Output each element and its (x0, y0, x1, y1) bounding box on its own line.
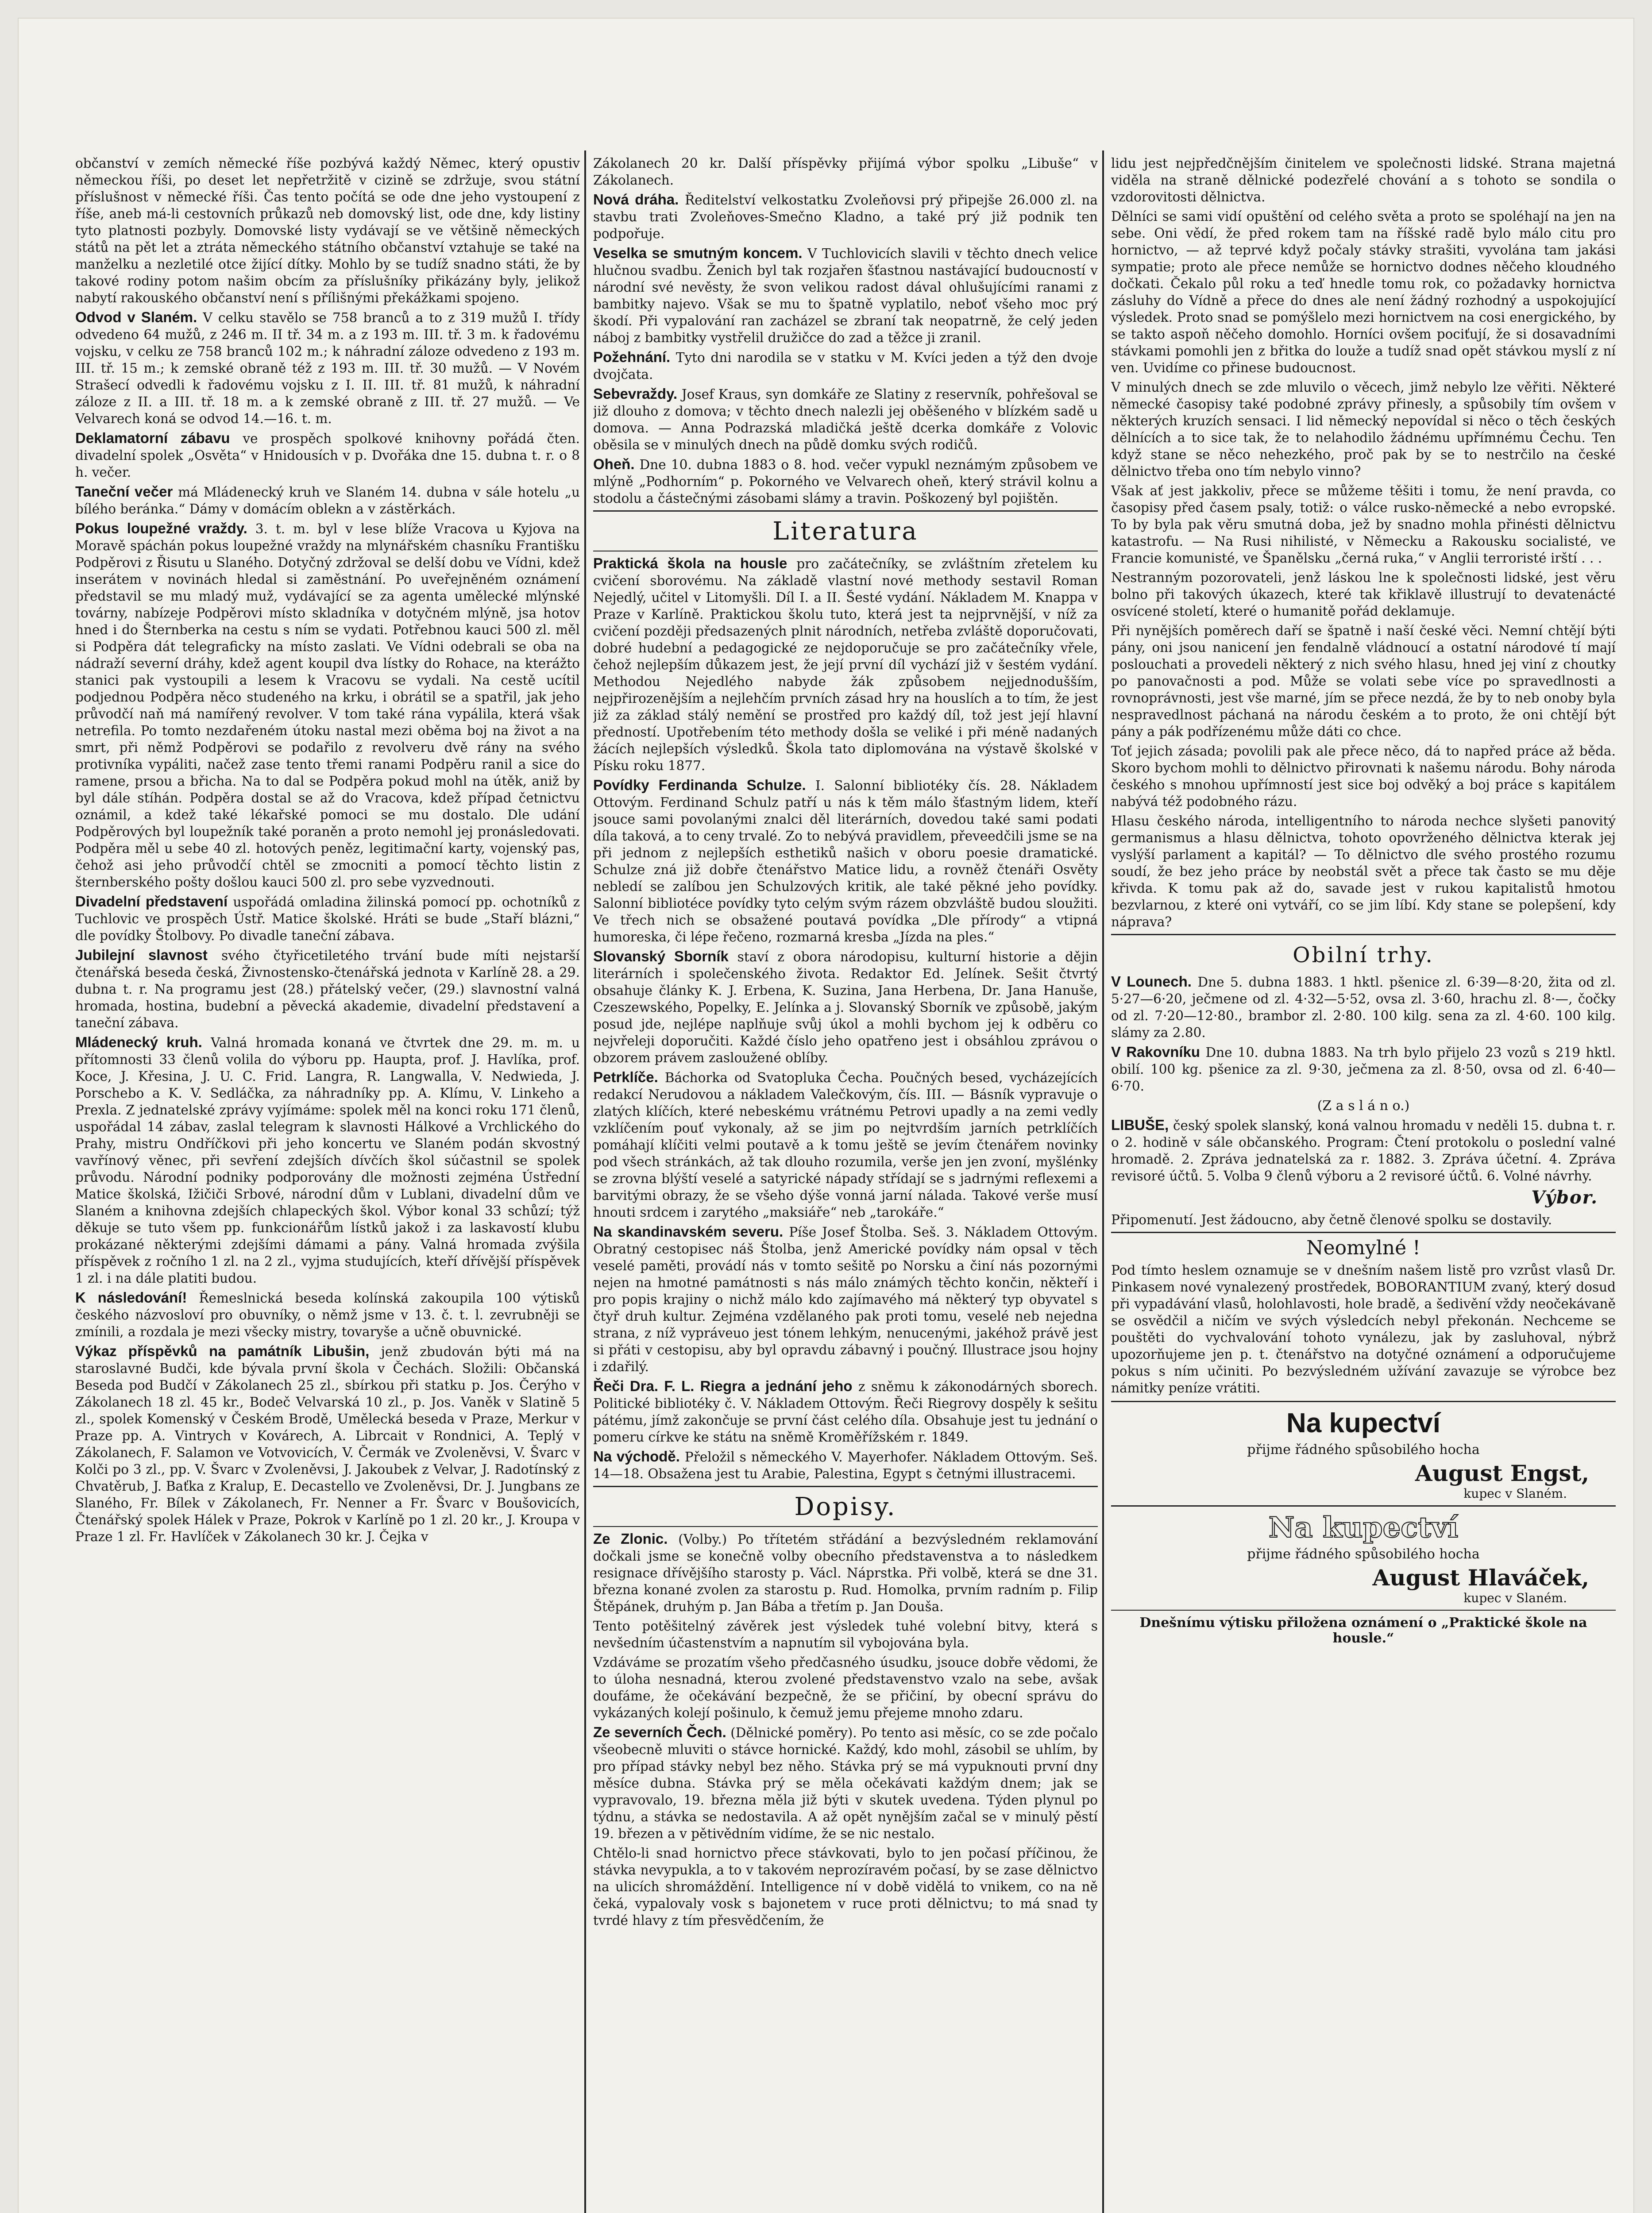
article-paragraph (75, 1289, 580, 1340)
article-text: Toť jejich zásada; povolili pak ale přece něco, dá to napřed práce až běda. Skoro bychom mohli to dělnictvo přirovnati k našemu národu. Bohy národa českého s mnohou upřímností jest sice boj odvěký a boj práce s kapitálem nabývá též podobného rázu. (1111, 744, 1616, 809)
signature: Výbor. (1531, 1187, 1598, 1208)
article-paragraph (75, 1034, 580, 1287)
article-paragraph (1111, 379, 1616, 480)
column-2 (593, 155, 1098, 2213)
article-headline: Ze Zlonic. (593, 1531, 668, 1547)
column-divider (1102, 150, 1104, 2213)
article-headline: Pokus loupežné vraždy. (75, 520, 247, 536)
article-text: má Mládenecký kruh ve Slaném 14. dubna v sále hotelu „u bílého beránka.“ Dámy v domácím oblekn a v zástěrkách. (75, 485, 580, 517)
article-text: Ředitelství velkostatku Zvoleňovsi prý připejše 26.000 zl. na stavbu trati Zvoleňoves-Smečno Kladno, a také prý již podnik ten podpořuje. (593, 193, 1098, 241)
article-paragraph (75, 483, 580, 517)
article-text: Valná hromada konaná ve čtvrtek dne 29. m. m. u přítomnosti 33 členů volila do výboru pp. Haupta, prof. J. Havlíka, prof. Koce, J. Křesina, J. U. C. Frid. Langra, R. Langwalla, V. Nedwieda, J. Porschebo a K. V. Sedláčka, za náhradníky pp. A. Klímu, V. Linkeho a Prexla. Z jednatelské zprávy vyjímáme: spolek měl na konci roku 171 členů, uspořádal 14 zábav, zaslal telegram k slavnosti Hálkové a Vrchlického do Prahy, mistru Ondříčkovi při jeho koncertu ve Slaném podán skvostný vavřínový věnec, při sevření zdejších dívčích škol súčastnil se spolek průvodu. Národní podniky podporovány dle možnosti zejména Ústřední Matice školská, Ižičiči Srbové, národní dům v Lublani, divadelní dům ve Slaném a knihovna zdejších chlapeckých škol. Výbor konal 33 schůzí; týž děkuje se tuto všem pp. funkcionářům lístků jakož i za laskavostí klubu prokázané některými zdejšími dámami a pány. Valná hromada zvýšila příspěvek z ročního 1 zl. na 2 zl., vyjma studujících, kteří dřívější příspěvek 1 zl. i na dále platiti budou. (75, 1035, 580, 1286)
article-paragraph (593, 245, 1098, 346)
article-text: Vzdáváme se prozatím všeho předčasného úsudku, jsouce dobře vědomi, že to úloha nesnadná, kterou zvolené představenstvo vzalo na sebe, avšak doufáme, že očekávání bezpečně, že se přičiní, by obecní správu do vykázaných kolejí pošinulo, k čemuž jemu přejeme mnoho zdaru. (593, 1655, 1098, 1720)
article-headline: V Rakovníku (1111, 1044, 1200, 1060)
article-text: (Dělnické poměry). Po tento asi měsíc, co se zde počalo všeobecně mluviti o stávce hornické. Každý, kdo mohl, zásobil se uhlím, by pro případ stávky nebyl bez něho. Stávka prý se má vypuknouti první dny měsíce dubna. Stávka prý se měla očekávati každým dnem; jak se vypravovalo, 19. března měla již býti v skutek uvedena. Týden plynul po týdnu, a stávka se nedostavila. A až opět nynějším začal se v minulý pěstí 19. březen a v pětivědním vidíme, že se nic nestalo. (593, 1725, 1098, 1841)
article-paragraph (1111, 1211, 1616, 1228)
article-text: Báchorka od Svatopluka Čecha. Poučných besed, vycházejících redakcí Nerudovou a nákladem Valečkovým, čís. III. — Básník vypravuje o zlatých klíčích, které nebeskému vrátnému Petrovi upadly a na zemi vedly vzklíčením pouť vykonaly, až se jim po nejtvrdším jarních petrklíčích pomáhají klíčiti velmi poutavě a k tomu ještě se jevím čtenářem novinky pod všech stránkách, až tak dlouho rozumila, verše jen jen zvoní, myšlénky se zrovna blýští veselé a satyrické nápady střídají se s jadrnými reflexemi a barvitými obrazy, že se všeho dýše vonná jarní nálada. Takové verše musí hnouti srdcem i zarytého „maksiáře“ neb „tarokáře.“ (593, 1070, 1098, 1220)
newspaper-page (18, 18, 1634, 2213)
article-paragraph (1111, 482, 1616, 567)
article-headline: K následování! (75, 1289, 187, 1306)
article-text: Tento potěšitelný závěrek jest výsledek tuhé volební bitvy, která s nevšedním účastenstvím a napnutím sil vybojována byla. (593, 1619, 1098, 1650)
article-headline: Oheň. (593, 456, 635, 472)
article-headline: Sebevraždy. (593, 386, 678, 402)
article-text: 3. t. m. byl v lese blíže Vracova u Kyjova na Moravě spáchán pokus loupežné vraždy na mlynářském chasníku Františku Podpěrovi z Řisutu u Slaného. Dotyčný zdržoval se delší dobu ve Vídni, kdež inserátem v novinách hledal si zaměstnání. Po uveřejněném oznámení představil se mu mladý muž, vydávající se za agenta umělecké mlýnské továrny, nabízeje Podpěrovi místo skladníka v dotyčném mlýně, jsa hotov hned i do Šternberka na cestu s ním se vydati. Potřebnou kauci 500 zl. měl si Podpěra dát telegraficky na místo zaslati. Ve Vídni odebrali se oba na nádraží severní dráhy, kdež agent koupil dva lístky do Rohace, na kterážto stanici pak vystoupili a lesem k Vracovu se vydali. Na cestě ucítil podjednou Podpěra něco studeného na krku, i obrátil se a spatřil, jak jeho průvodčí naň má namířený revolver. V tom také rána vypálila, která však netrefila. Po tomto nezdařeném útoku nastal mezi oběma boj na život a na smrt, při němž Podpěrovi se podařilo z revolveru dvě rány na svého protivníka vypáliti, načež zase tento třemi ranami Podpěru ranil a sice do ramene, prsou a břicha. Na to dal se Podpěra pokud mohl na útěk, aniž by byl dále stíhán. Podpěra dostal se až do Vracova, kdež případ četnictvu oznámil, a kdež také lékařské pomoci se mu dostalo. Dle udání Podpěrových byl loupežník také poraněn a proto nemohl jej pronásledovati. Podpěra měl u sebe 40 zl. hotových peněz, legitimační karty, vojenský pas, čehož asi jeho průvodčí chtěl se zmocniti a pomocí těchto listin z šternberského pošty došlou kauci 500 zl. pro sebe vyzvednouti. (75, 521, 580, 890)
article-text: Přeložil s německého V. Mayerhofer. Nákladem Ottovým. Seš. 14—18. Obsažena jest tu Arabie, Palestina, Egypt s četnými illustracemi. (593, 1450, 1098, 1481)
article-text: Josef Kraus, syn domkáře ze Slatiny z reservník, pohřešoval se již dlouho z domova; v těchto dnech nalezli jej oběšeného v blízkém sadě u domova. — Anna Podrazská mladičká ještě dcerka domkáře z Volovic oběsila se v minulých dnech na půdě domku svých rodičů. (593, 387, 1098, 452)
article-text: svého čtyřicetiletého trvání bude míti nejstarší čtenářská beseda česká, Živnostensko-čtenářská jednota v Karlíně 28. a 29. dubna t. r. Na programu jest (28.) přátelský večer, (29.) slavnostní valná hromada, hostina, budební a pěvecká akademie, divadelní představení a taneční zábava. (75, 948, 580, 1030)
article-headline: Nová dráha. (593, 191, 679, 208)
article-text: Nestranným pozorovateli, jenž láskou lne k společnosti lidské, jest věru bolno při takových úkazech, které tak křiklavě illustrují to devatenácté osvícené století, které o humanitě pořád deklamuje. (1111, 570, 1616, 619)
article-paragraph (593, 456, 1098, 507)
article-headline: Divadelní představení (75, 893, 228, 910)
section-title: Obilní trhy. (1293, 943, 1434, 968)
section-subtitle: (Z a s l á n o.) (1317, 1098, 1410, 1114)
article-headline: Slovanský Sborník (593, 948, 729, 964)
ad-merchant-name: August Hlaváček, (1372, 1565, 1589, 1591)
article-text: Však ať jest jakkoliv, přece se můžeme těšiti i tomu, že není pravda, co časopisy před časem psaly, totiž: o válce rusko-německé a nebo evropské. To by byla pak věru smutná doba, jež by snadno mohla přinésti dělnictvu katastrofu. — Na Rusi nihilisté, v Německu a Rakousku socialisté, ve Francie komunisté, ve Španělsku „černá ruka,“ v Anglii terroristé irští . . . (1111, 483, 1616, 566)
article-paragraph (75, 430, 580, 481)
article-text: I. Salonní bibliotéky čís. 28. Nákladem Ottovým. Ferdinand Schulz patří u nás k těm málo šťastným lidem, kteří jsouce sami povolanými znalci děl literárních, dovedou také sami podati díla taková, a to ceny trvalé. Zo to nebývá pravidlem, převeedčili jsme se na při jednom z nejlepších esthetiků našich v oboru poesie dramatické. Schulze zná již dobře čtenářstvo Matice lidu, a rovněž čtenáři Osvěty nebledí se zalíbou jen Schulzových kritik, ale také pěkné jeho povídky. Salonní bibliotéce povídky tyto celým svým rázem obzvláště budou sloužiti. Ve třech nich se obsažené poutavá povídka „Dle přírody“ a vtipná humoreska, či lépe řečeno, rozmarná kresba „Jízda na ples.“ (593, 778, 1098, 945)
article-headline: Mládenecký kruh. (75, 1034, 202, 1050)
article-paragraph (593, 948, 1098, 1066)
ad-text: přijme řádného spůsobilého hocha (1247, 1442, 1480, 1457)
article-paragraph (1111, 1044, 1616, 1095)
article-paragraph (593, 155, 1098, 189)
article-paragraph (75, 947, 580, 1031)
article-paragraph (593, 1531, 1098, 1615)
article-paragraph (1111, 208, 1616, 376)
article-text: (Volby.) Po třítetém střádání a bezvýsledném reklamování dočkali jsme se konečně volby obecního představenstva a to následkem resignace dřívějšího starosty p. Václ. Náprstka. Při volbě, která se dne 31. března konané zvolen za starostu p. Rud. Homolka, prvním radním p. Filip Štěpánek, druhým p. Jan Bába a třetím p. Jan Douša. (593, 1532, 1098, 1614)
article-text: Tyto dni narodila se v statku v M. Kvíci jeden a týž den dvoje dvojčata. (593, 350, 1098, 382)
article-text: občanství v zemích německé říše pozbývá každý Němec, který opustiv německou říši, po deset let nepřetržitě v cizině se zdržuje, svou státní příslušnost v německé říši. Čas tento počítá se ode dne jeho vystoupení z říše, aneb má-li cestovních průkazů neb domovský list, ode dne, kdy listiny tyto platnosti pozbyly. Domovské listy vydávají se ve většině německých států na pět let a ztráta německého státního občanství vztahuje se také na manželku a nezletilé otce žijící dítky. Mohlo by se tudíž snadno státi, že by takové rodiny potom našim obcím za příslušníky přikázány byly, jelikož nabytí rakouského občanství není s přílišnými překážkami spojeno. (75, 156, 580, 305)
article-text: Dne 10. dubna 1883 o 8. hod. večer vypukl neznámým způsobem ve mlýně „Podhorním“ p. Pokorného ve Velvarech oheň, který strávil kolnu a stodolu a částečnými zásobami slámy a travin. Poškozený byl pojištěn. (593, 457, 1098, 506)
article-paragraph (1111, 569, 1616, 620)
article-headline: Jubilejní slavnost (75, 947, 208, 963)
article-text: Hlasu českého národa, intelligentního to národa nechce slyšeti panovitý germanismus a hlasu dělnictva, tohoto opovrženého dělnictva kterak jej vyslýší parlament a kapitál? — To dělnictvo dle svého prostého rozumu soudí, že bez jeho práce by neobstál svět a přece tak často se mu děje křivda. K tomu pak až do, savade jest v rukou kapitalistů hmotou bezvlarnou, z které oni vytváří, co se jim líbí. Kdy stane se polepšení, kdy náprava? (1111, 813, 1616, 929)
article-paragraph (1111, 1262, 1616, 1396)
article-text: Dne 10. dubna 1883. Na trh bylo přijelo 23 vozů s 219 hktl. obilí. 100 kg. pšenice za zl. 9·30, ječmena za zl. 8·50, ovsa od zl. 6·40—6·70. (1111, 1045, 1616, 1094)
article-paragraph (1111, 813, 1616, 930)
article-text: Zákolanech 20 kr. Další příspěvky přijímá výbor spolku „Libuše“ v Zákolanech. (593, 156, 1098, 188)
supplement-notice: Dnešnímu výtisku přiložena oznámení o „Praktické škole na housle.“ (1139, 1615, 1587, 1646)
article-paragraph (1111, 1117, 1616, 1184)
article-paragraph (593, 1654, 1098, 1721)
divider (593, 510, 1098, 512)
ad-title: Na kupectví (1286, 1408, 1441, 1438)
divider (1111, 934, 1616, 935)
article-text: Dělníci se sami vidí opuštění od celého světa a proto se spoléhají na jen na sebe. Oni vědí, že před rokem tam na říšské radě bylo málo citu pro hornictvo, — až teprvé když počaly stávky strašiti, vyvolána tam jakási sympatie; proto ale přece nemůže se hornictvo dodnes něčeho kloudného dočkati. Čekalo půl roku a teď hnedle tomu rok, co požadavky hornictva zásluhy do Vídně a přece do dnes ale není žádný rozhodný a uspokojující výsledek. Proto snad se pomýšlelo mezi hornictvem na cosi energického, by se takto aspoň něčeho domohlo. Horníci ovšem pociťují, že si dosavadními stávkami pomohli jen z břitka do louže a tudíž snad opět stávkou myslí z ní ven. Uvidíme co přinese budoucnost. (1111, 209, 1616, 375)
divider (593, 1526, 1098, 1527)
article-text: lidu jest nejpředčnějším činitelem ve společnosti lidské. Strana majetná viděla na straně dělnické podezřelé chování a s tohoto se sondila o vzdorovitosti dělnictva. (1111, 156, 1616, 204)
article-paragraph (593, 349, 1098, 383)
article-headline: Řeči Dra. F. L. Riegra a jednání jeho (593, 1378, 853, 1394)
article-headline: Deklamatorní zábavu (75, 430, 230, 446)
article-text: Připomenutí. Jest žádoucno, aby četně členové spolku se dostavily. (1111, 1212, 1552, 1227)
article-paragraph (1111, 973, 1616, 1041)
article-headline: Taneční večer (75, 483, 173, 500)
article-paragraph (75, 155, 580, 306)
divider (1111, 1232, 1616, 1233)
article-text: Při nynějších poměrech daří se špatně i naší české věci. Nemní chtějí býti pány, oni jsou nanicení jen fendalně vládnoucí a ostatní národové tí mají poslouchati a provedeli některý z nich svého hlasu, hned jej viní z choutky po panovačnosti a pod. Může se volati sebe více po spravedlnosti a rovnoprávnosti, jest vše marné, jím se přece nezdá, že by to neb onoby byla nespravedlnost páchaná na národu českém a to proto, že oni chtějí být pány a pák podřízenému může dáti co chce. (1111, 623, 1616, 739)
article-text: V celku stavělo se 758 branců a to z 319 mužů I. třídy odvedeno 64 mužů, z 246 m. II tř. 34 m. a z 193 m. III. tř. 3 m. k řadovému vojsku, v celku ze 758 branců 102 m.; k náhradní záloze odvedeno z 193 m. III. tř. 15 m.; k zemské obraně též z 193 m. III. tř. 30 mužů. — V Novém Strašecí odvedli k řadovému vojsku z I. II. III. tř. 81 mužů, k náhradní záloze z II. a III. tř. 18 m. a k zemské obraně z III. tř. 27 mužů. — Ve Velvarech koná se odvod 14.—16. t. m. (75, 310, 580, 426)
article-text: jenž zbudován býti má na staroslavné Budči, kde bývala první škola v Čechách. Složili: Občanská Beseda pod Budčí v Zákolanech 25 zl., sbírkou při statku p. Jos. Čerýho v Zákolanech 18 zl. 45 kr., Bodeč Velvarská 10 zl., p. Jos. Vaněk v Slatině 5 zl., spolek Komenský v Českém Brodě, Umělecká beseda v Praze, Merkur v Praze pp. A. Vintrych v Kovárech, A. Librcait v Rondnici, A. Teplý v Zákolanech, F. Salamon ve Votvovicích, V. Čermák ve Zvoleněvsi, V. Švarc v Kolči po 3 zl., pp. V. Švarc v Zvoleněvsi, J. Jakoubek z Velvar, J. Radotínský z Chvatěrub, J. Baťka z Kralup, E. Decastello ve Zvoleněvsi, Dr. J. Jungbans ze Slaného, Fr. Bílek v Zákolanech, Fr. Nenner a Fr. Švarc v Boušovicích, Čtenářský spolek Hálek v Praze, Pokrok v Karlíně po 1 zl. 20 kr., J. Kroupa v Praze 1 zl. Fr. Havlíček v Zákolanech 30 kr. J. Čejka v (75, 1344, 580, 1544)
article-text: Chtělo-li snad hornictvo přece stávkovati, bylo to jen počasí příčinou, že stávka nevypukla, a to v takovém neprozíravém počasí, by se zase dělnictvo na ulicích shromáždění. Intelligence ní v době vidělá to vnikem, co na ně čeká, vypalovaly vosk s bajonetem v ruce proti dělnictvu; to má snad ty tvrdé hlavy z tím přesvědčením, že (593, 1846, 1098, 1928)
article-headline: Výkaz příspěvků na památník Libušin, (75, 1343, 370, 1359)
article-paragraph (593, 1618, 1098, 1651)
ad-merchant-place: kupec v Slaném. (1463, 1486, 1567, 1501)
ad-title: Na kupectví (1268, 1511, 1459, 1544)
article-headline: Praktická škola na housle (593, 555, 787, 571)
ad-merchant-name: August Engst, (1415, 1460, 1589, 1486)
article-paragraph (1111, 743, 1616, 810)
article-text: ve prospěch spolkové knihovny pořádá čten. divadelní spolek „Osvěta“ v Hnidousích v p. Dvořáka dne 15. dubna t. r. o 8 h. večer. (75, 431, 580, 480)
article-paragraph (75, 893, 580, 944)
article-paragraph (593, 1069, 1098, 1221)
article-paragraph (593, 1378, 1098, 1446)
article-text: Dne 5. dubna 1883. 1 hktl. pšenice zl. 6·39—8·20, žita od zl. 5·27—6·20, ječmene od zl. 4·32—5·52, ovsa zl. 3·60, hrachu zl. 8·—, čočky od zl. 7·20—12·80., brambor zl. 2·80. 100 kilg. sena za zl. 4·60. 100 kilg. slámy za 2.80. (1111, 975, 1616, 1040)
article-paragraph (593, 777, 1098, 945)
article-headline: Veselka se smutným koncem. (593, 245, 803, 261)
column-3 (1111, 155, 1616, 2213)
article-text: Píše Josef Štolba. Seš. 3. Nákladem Ottovým. Obratný cestopisec náš Štolba, jenž Americké povídky nám opsal v těch veselé paměti, provádí nás v tomto sešitě po Norsku a činí nás pozornými nejen na hmotné památnosti s nás málo známých těchto končin, někteří i pro popis krajiny o nichž málo kdo zajímavého má některý typ obyvatel s čtyř druh kultur. Zejména vzdělaného pak proti tomu, veselé neb nejedna strana, z níž vypráveuo jest tónem lehkým, nenucenými, jakéhož právě jest si přáti v cestopisu, aby byl opravdu zábavný i poučný. Illustrace jsou hojny i zdařilý. (593, 1225, 1098, 1374)
article-headline: Petrklíče. (593, 1069, 658, 1085)
article-text: Řemeslnická beseda kolínská zakoupila 100 výtisků českého názvosloví pro obuvníky, o němž jsme v 13. č. t. l. zevrubněji se zmínili, a rozdala je mezi všecky mistry, tovaryše a učně obuvnické. (75, 1291, 580, 1339)
article-text: V Tuchlovicích slavili v těchto dnech velice hlučnou svadbu. Ženich byl tak rozjařen šťastnou nastávající budoucností v národní své nevěsty, že svon velikou radost dával ohlušujícími ranami z bambitky najevo. Však se mu to špatně vyplatilo, neboť všeho moc prý škodí. Při vypalování ran zacházel se zbraní tak neopatrně, že celý jeden náboj z bambitky vystřelil družičce do zad a těžce ji zranil. (593, 246, 1098, 345)
article-text: uspořádá omladina žilinská pomocí pp. ochotníků z Tuchlovic ve prospěch Ústř. Matice školské. Hráti se bude „Staří blázni,“ dle povídky Štolbovy. Po divadle taneční zábava. (75, 894, 580, 943)
article-paragraph (1111, 622, 1616, 740)
article-headline: V Lounech. (1111, 973, 1192, 990)
article-headline: Ze severních Čech. (593, 1724, 726, 1740)
article-text: z sněmu k zákonodárných sborech. Politické bibliotéky č. V. Nákladem Ottovým. Řeči Riegrovy dospěly k sešitu pátému, jímž zakončuje se první část celého díla. Obsahuje jest tu jednání o pomeru církve ke státu na sněmě Kroměřížském r. 1849. (593, 1379, 1098, 1445)
article-text: V minulých dnech se zde mluvilo o věcech, jimž nebylo lze věřiti. Některé německé časopisy také podobné zprávy přinesly, a spůsobily tím ovšem v některých kruzích sensaci. I lid německý nepovídal si něco o těch českých dělnících a to sice tak, že to nelahodilo žádnému upřímnému Čechu. Ten když stane se něco nehezkého, proč pak by se to nestrčilo na české dělnictvo třeba ono tím nebylo vinno? (1111, 380, 1616, 479)
section-title: Dopisy. (794, 1492, 897, 1521)
article-text: český spolek slanský, koná valnou hromadu v neděli 15. dubna t. r. o 2. hodině v sále občanského. Program: Čtení protokolu o poslední valné hromadě. 2. Zpráva jednatelská za r. 1882. 3. Zpráva účetní. 4. Zpráva revisoré účtů. 5. Volba 9 členů výboru a 2 revisoré účtů. 6. Volné návrhy. (1111, 1118, 1616, 1184)
article-paragraph (593, 1223, 1098, 1375)
divider (593, 1486, 1098, 1487)
article-paragraph (1111, 155, 1616, 205)
article-headline: Odvod v Slaném. (75, 309, 197, 325)
ad-merchant-place: kupec v Slaném. (1463, 1591, 1567, 1605)
ad-text: přijme řádného spůsobilého hocha (1247, 1546, 1480, 1562)
article-headline: Na skandinavském severu. (593, 1223, 784, 1240)
article-text: Pod tímto heslem oznamuje se v dnešním našem listě pro vzrůst vlasů Dr. Pinkasem nové vynalezený prostředek, BOBORANTIUM zvaný, který dosud při vypadávání vlasů, holohlavosti, hole bradě, a šedivění vždy neočekávaně se osvědčil a ničím ve svých výsledcích nebyl překonán. Nechceme se pouštěti do vychvalování tohoto vynálezu, jak by zasluhoval, nýbrž upozorňujeme jen p. t. čtenářstvo na dotyčné oznámení a odporučujeme pokus s ním učiniti. Po bezvýsledném užívání zavazuje se výrobce bez námitky peníze vrátiti. (1111, 1263, 1616, 1396)
advertisement-engst (1111, 1401, 1616, 1501)
section-title: Literatura (772, 517, 919, 546)
article-paragraph (593, 1724, 1098, 1842)
article-paragraph (75, 1343, 580, 1545)
notice-title: Neomylné ! (1306, 1237, 1420, 1259)
article-paragraph (593, 386, 1098, 453)
article-headline: Povídky Ferdinanda Schulze. (593, 777, 806, 793)
article-text: staví z obora národopisu, kulturní historie a dějin literárních i společenského života. Redaktor Ed. Jelínek. Sešit čtvrtý obsahuje články K. J. Erbena, K. Suzina, Jana Herbena, Dr. Jana Hanuše, Czeszewského, Popelky, E. Jelínka a j. Slovanský Sborník ve způsobě, jakým posud jde, nejlépe naplňuje svůj úkol a mohli bychom jej k odběru co nejvřeleji doporučiti. Každé číslo jeho opatřeno jest i obsáhlou zprávou o obzorem právem zasloužené oblíby. (593, 949, 1098, 1065)
article-headline: Na východě. (593, 1448, 680, 1465)
article-text: pro začátečníky, se zvláštním zřetelem ku cvičení sborovému. Na základě vlastní nové methody sestavil Roman Nejedlý, učitel v Litomyšli. Díl I. a II. Šesté vydání. Nákladem M. Knappa v Praze v Karlíně. Praktickou školu tuto, která jest ta nejprvnější, v níž za cvičení později předsazených plnit národních, netřeba zvláště doporučovati, dobré hudební a pedagogické ze nejdoporučuje se pro začátečníky vřele, čehož nejlepším důkazem jest, že její první díl vychází již v šestém vydání. Methodou Nejedlého nabyde žák způsobem nejjednodušším, nejpřirozenějším a nejlehčím prvních zásad hry na houslích a to tím, že jest již za základ stálý nemění se prostřed pro každý díl, tož jest její hlavní předností. Upotřebením této methody došla se veliké i při méně nadaných žácích nejlepších výsledků. Škola tato diplomována na výstavě školské v Písku roku 1877. (593, 556, 1098, 773)
article-paragraph (593, 1448, 1098, 1482)
column-1 (75, 155, 580, 2213)
article-headline: LIBUŠE, (1111, 1117, 1169, 1133)
article-paragraph (593, 191, 1098, 242)
article-paragraph (593, 555, 1098, 774)
article-paragraph (75, 520, 580, 891)
column-divider (584, 150, 586, 2213)
divider (1111, 1610, 1616, 1611)
advertisement-hlavacek (1111, 1505, 1616, 1605)
article-headline: Požehnání. (593, 349, 671, 365)
article-paragraph (593, 1845, 1098, 1929)
article-paragraph (75, 309, 580, 427)
